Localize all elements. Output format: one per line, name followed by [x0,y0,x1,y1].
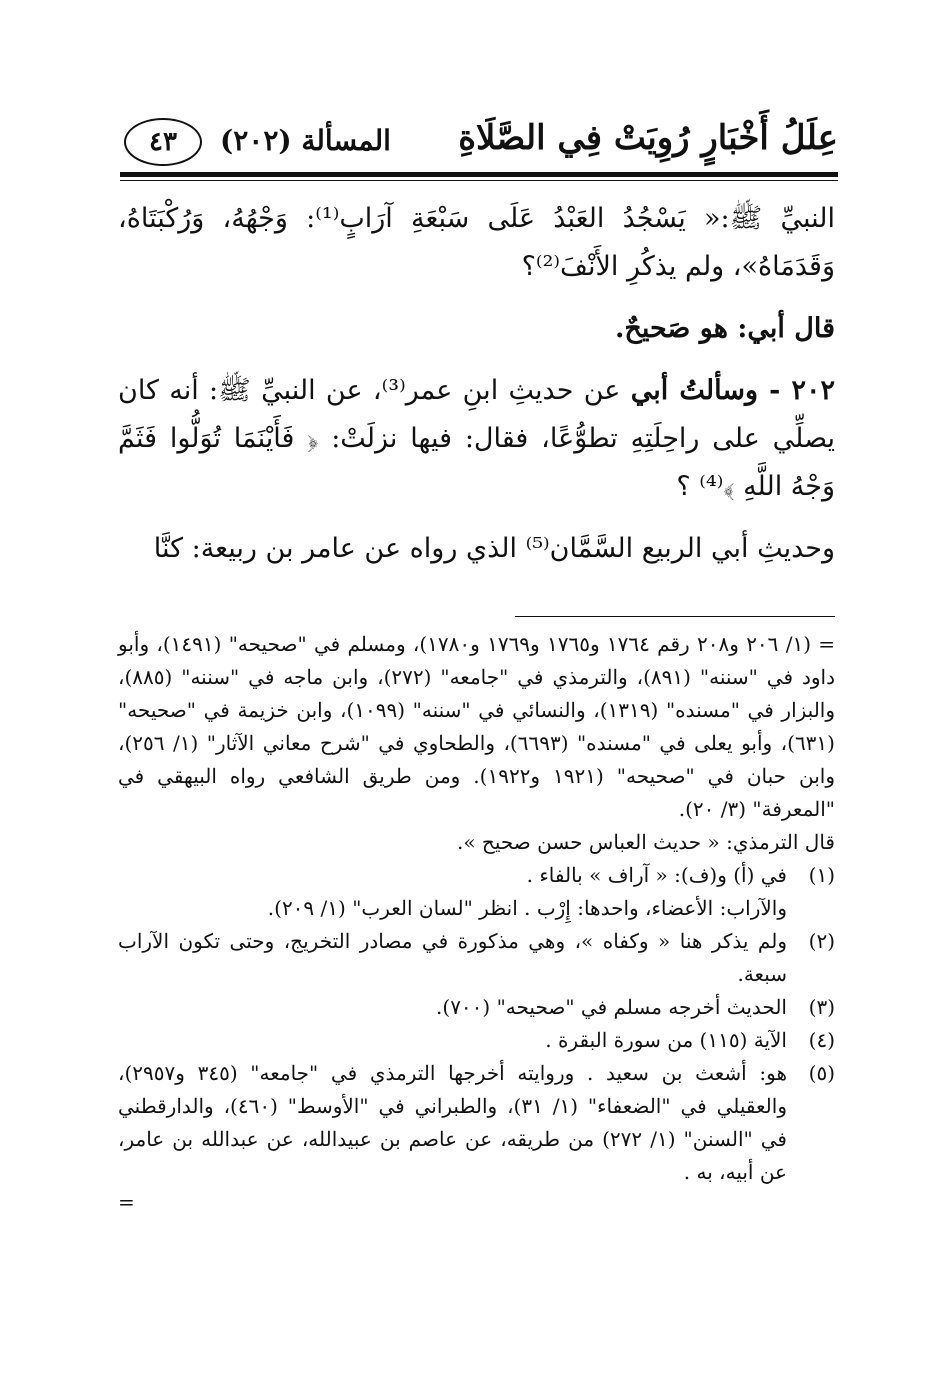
paragraph: النبيِّ ﷺ:« يَسْجُدُ العَبْدُ عَلَى سَبْعَةِ آرَابٍ⁽¹⁾: وَجْهُهُ، وَرُكْبَتَاهُ، وَقَدَمَاهُ»، ولم يذكُرِ الأَنْفَ⁽²⁾؟ [118,203,835,282]
page-number-badge [124,118,202,166]
footnote-number: (٤) [808,1028,835,1052]
footnote-text: الآية (١١٥) من سورة البقرة . [545,1028,787,1052]
running-header-issue: المسألة (٢٠٢) [220,124,391,157]
footnote [118,1057,835,1189]
page-number: ٤٣ [149,127,177,157]
footnote-continuation: قال الترمذي: « حديث العباس حسن صحيح ». [456,830,835,854]
footnote-number: (٢) [808,929,835,953]
footnote-text: والآراب: الأعضاء، واحدها: إِرْب . انظر "لسان العرب" (١/ ٢٠٩). [267,896,787,920]
continue-mark: = [118,1190,135,1214]
header-rule-thick [120,172,838,177]
footnote-separator [515,616,835,617]
footnote-text: هو: أشعث بن سعيد . وروايته أخرجها الترمذي في "جامعه" (٣٤٥ و٢٩٥٧)، والعقيلي في "الضعفاء" (١/ ٣١)، والطبراني في "الأوسط" (٤٦٠)، والدارقطني في "السنن" (١/ ٢٧٢) من طريقه، عن عاصم بن عبيدالله، عن عبدالله بن عامر، عن أبيه، به . [118,1061,787,1184]
paragraph [118,305,835,353]
running-header-title: عِلَلُ أَخْبَارٍ رُوِيَتْ فِي الصَّلَاةِ [458,118,838,158]
footnote [118,1024,835,1057]
question-number: ٢٠٢ - وسألتُ أبي [630,375,835,406]
question-text: عن حديثِ ابنِ عمر⁽³⁾، عن النبيِّ ﷺ: أنه كان يصلِّي على راحِلَتِهِ تطوُّعًا، فقال: فيها نزلَتْ: ﴿ فَأَيْنَمَا تُوَلُّوا فَثَمَّ وَجْهُ اللَّهِ ﴾⁽⁴⁾ ؟ [118,375,835,502]
header-rule-thin [120,180,838,181]
paragraph-bold: قال أبي: هو صَحيحٌ. [615,313,835,344]
footnote-number: (٣) [808,995,835,1019]
main-text [118,195,835,587]
footnote-number: (٥) [808,1061,835,1085]
footnote [118,925,835,991]
paragraph [118,367,835,511]
footnote [118,991,835,1024]
footnote-text: ولم يذكر هنا « وكفاه »، وهي مذكورة في مصادر التخريج، وحتى تكون الآراب سبعة. [118,929,787,986]
footnote [118,859,835,925]
footnote-number: (١) [808,863,835,887]
footnote-text: الحديث أخرجه مسلم في "صحيحه" (٧٠٠). [436,995,787,1019]
footnotes [118,628,836,1214]
footnote-continuation: = (١/ ٢٠٦ و٢٠٨ رقم ١٧٦٤ و١٧٦٥ و١٧٦٩ و١٧٨٠)، ومسلم في "صحيحه" (١٤٩١)، وأبو داود في "سننه" (٨٩١)، والترمذي في "جامعه" (٢٧٢)، وابن ماجه في "سننه" (٨٨٥)، والبزار في "مسنده" (١٣١٩)، والنسائي في "سننه" (١٠٩٩)، وابن خزيمة في "صحيحه" (٦٣١)، وأبو يعلى في "مسنده" (٦٦٩٣)، والطحاوي في "شرح معاني الآثار" (١/ ٢٥٦)، وابن حبان في "صحيحه" (١٩٢١ و١٩٢٢). ومن طريق الشافعي رواه البيهقي في "المعرفة" (٣/ ٢٠). [118,632,836,821]
footnote-text: في (أ) و(ف): « آراف » بالفاء . [526,863,787,887]
paragraph: وحديثِ أبي الربيع السَّمَّان⁽⁵⁾ الذي رواه عن عامر بن ربيعة: كنَّا [153,533,835,564]
